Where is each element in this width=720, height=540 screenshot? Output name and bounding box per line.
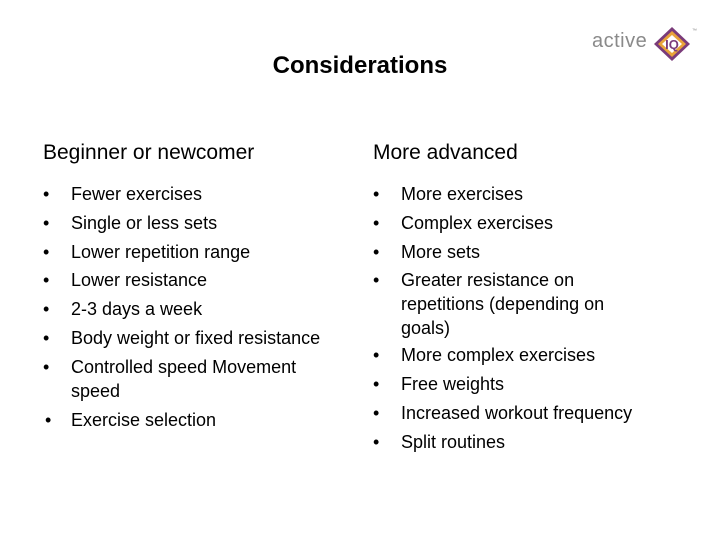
bullet-icon: • (373, 374, 380, 395)
bullet-icon: • (43, 184, 50, 204)
bullet-icon: • (373, 345, 380, 366)
bullet-icon: • (43, 327, 50, 348)
bullet-icon: • (43, 241, 50, 262)
bullet-icon: • (373, 270, 380, 291)
list-item: • Free weights (373, 374, 505, 395)
bullet-icon: • (45, 409, 52, 430)
advanced-column (373, 140, 693, 459)
list-item: • Greater resistance on repetitions (depending on goals) (373, 270, 605, 339)
advanced-heading: More advanced (373, 141, 518, 164)
beginner-list (43, 182, 363, 432)
bullet-icon: • (373, 402, 380, 423)
bullet-icon: • (43, 270, 50, 291)
bullet-icon: • (373, 184, 380, 204)
list-item: • More exercises (373, 184, 524, 204)
list-item: • 2-3 days a week (43, 299, 203, 320)
list-item: • Complex exercises (373, 212, 554, 233)
list-item: • Single or less sets (43, 212, 218, 233)
list-item: • Fewer exercises (43, 184, 203, 204)
logo-wordmark: active (592, 30, 648, 52)
list-item: • Increased workout frequency (373, 402, 633, 423)
list-item: • Lower repetition range (43, 241, 251, 262)
bullet-icon: • (373, 212, 380, 233)
list-item: • More sets (373, 241, 481, 262)
bullet-icon: • (373, 431, 380, 452)
list-item: • Controlled speed Movement speed (43, 356, 297, 401)
bullet-icon: • (43, 299, 50, 320)
list-item: • Split routines (373, 431, 506, 452)
bullet-icon: • (373, 241, 380, 262)
list-item: • Body weight or fixed resistance (43, 327, 321, 348)
slide-title: Considerations (272, 52, 448, 79)
list-item: • More complex exercises (373, 345, 596, 366)
bullet-icon: • (43, 356, 50, 377)
list-item: • Exercise selection (45, 409, 217, 430)
logo-mark: IQ (665, 37, 679, 52)
beginner-column (43, 140, 363, 437)
bullet-icon: • (43, 212, 50, 233)
beginner-heading: Beginner or newcomer (43, 141, 255, 164)
advanced-list (373, 182, 693, 454)
list-item: • Lower resistance (43, 270, 208, 291)
logo-trademark: ™ (692, 28, 697, 34)
